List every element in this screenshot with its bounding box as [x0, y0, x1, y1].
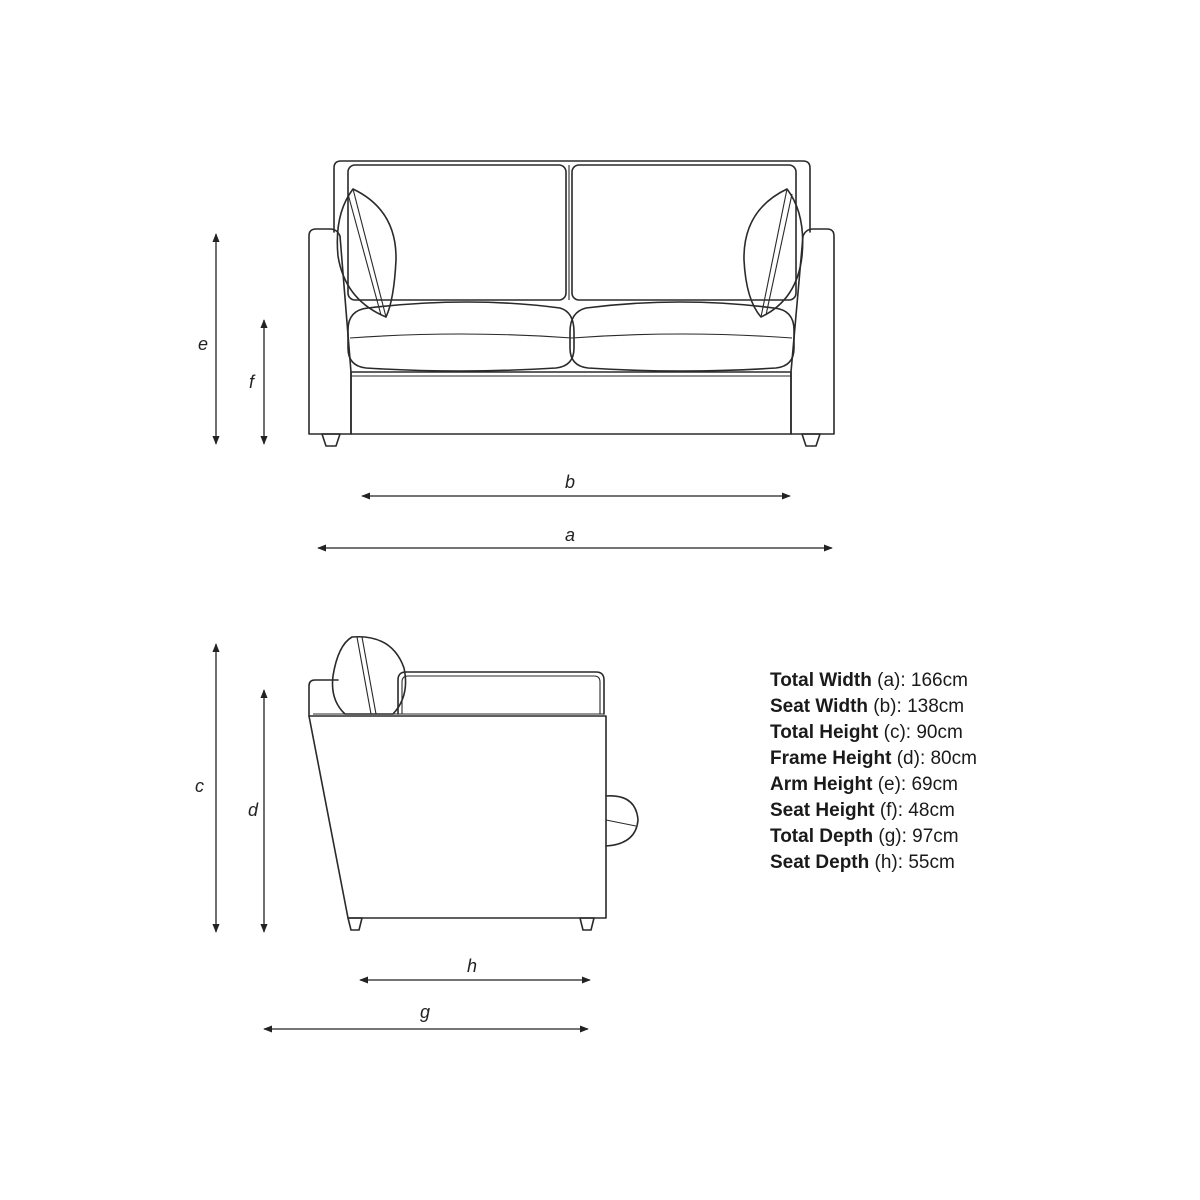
dim-label-f: f [249, 372, 255, 392]
side-back-cushion [398, 672, 604, 714]
front-pillow-left [337, 189, 396, 317]
dim-label-a: a [565, 525, 576, 545]
spec-seat-depth: Seat Depth (h): 55cm [770, 852, 955, 873]
front-back-cushion-left [348, 165, 566, 300]
sofa-front-view [309, 161, 834, 446]
dimension-spec-list [770, 668, 977, 876]
front-base [351, 372, 791, 434]
side-dimensions [195, 644, 590, 1029]
side-arm-top [309, 680, 338, 716]
spec-total-width: Total Width (a): 166cm [770, 670, 968, 691]
side-foot-front [580, 918, 594, 930]
front-foot-left [322, 434, 340, 446]
dim-label-d: d [248, 800, 259, 820]
front-arm-left [309, 229, 351, 434]
side-body [309, 716, 606, 918]
dim-label-c: c [195, 776, 204, 796]
dim-label-h: h [467, 956, 478, 976]
sofa-side-view [309, 637, 638, 930]
spec-seat-height: Seat Height (f): 48cm [770, 800, 955, 821]
side-foot-back [348, 918, 362, 930]
spec-seat-width: Seat Width (b): 138cm [770, 696, 965, 717]
spec-frame-height: Frame Height (d): 80cm [770, 748, 977, 769]
front-back-cushion-right [572, 165, 796, 300]
front-dimensions [198, 234, 832, 548]
front-arm-right [791, 229, 834, 434]
dim-label-b: b [565, 472, 576, 492]
front-foot-right [802, 434, 820, 446]
dim-label-e: e [198, 334, 209, 354]
spec-total-height: Total Height (c): 90cm [770, 722, 963, 743]
spec-total-depth: Total Depth (g): 97cm [770, 826, 959, 847]
dim-label-g: g [420, 1002, 431, 1022]
spec-arm-height: Arm Height (e): 69cm [770, 774, 958, 795]
